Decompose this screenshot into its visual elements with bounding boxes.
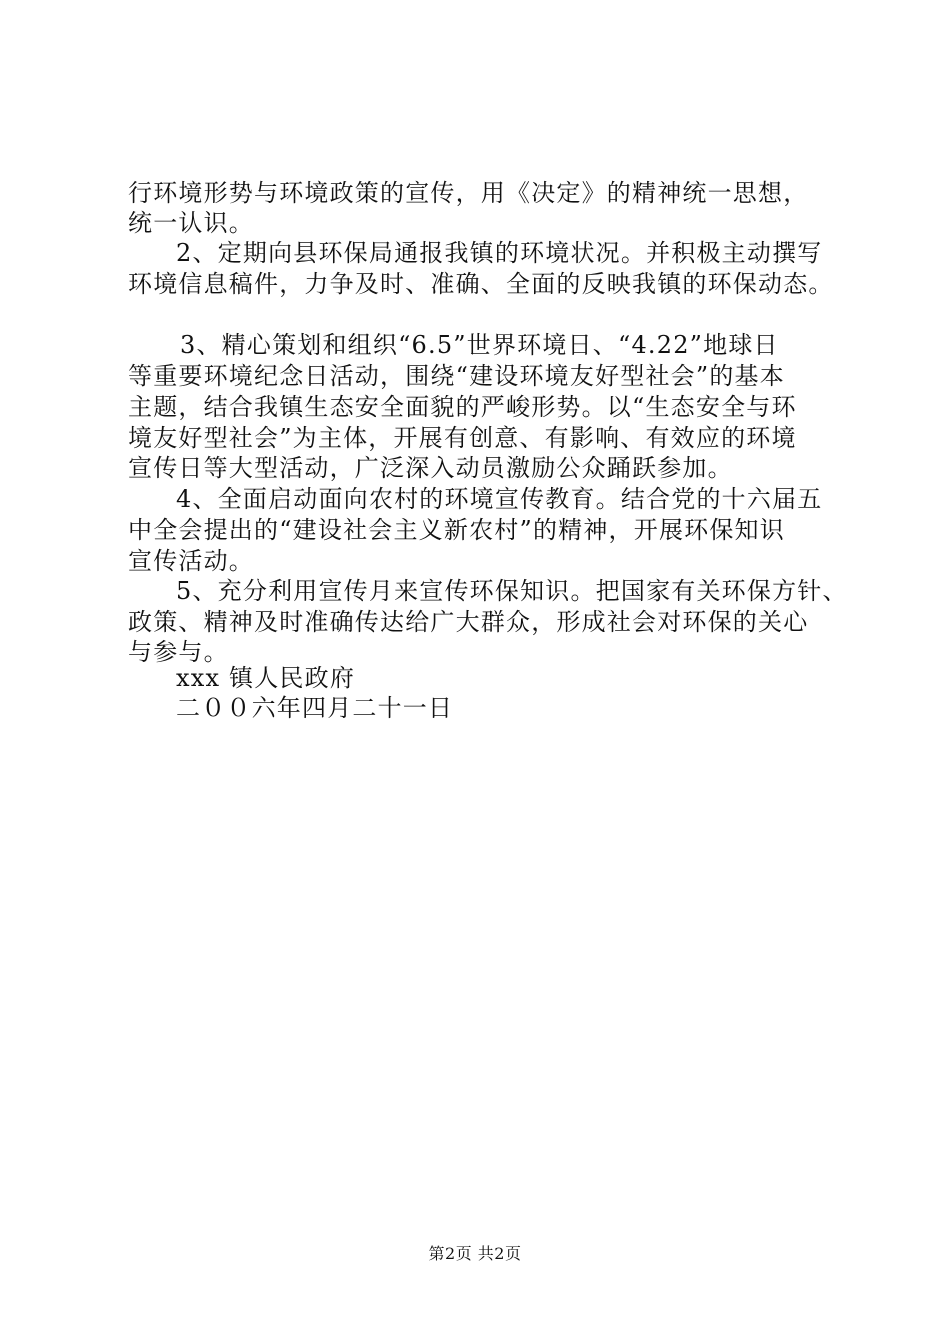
paragraph-3-line-1: 3、精心策划和组织“6.5”世界环境日、“4.22”地球日 bbox=[180, 331, 779, 359]
paragraph-3-line-2: 等重要环境纪念日活动，围绕“建设环境友好型社会”的基本 bbox=[128, 362, 785, 390]
signature-date: 二００六年四月二十一日 bbox=[176, 694, 454, 722]
paragraph-1-line-2: 统一认识。 bbox=[128, 209, 254, 237]
page-number-footer: 第2页 共2页 bbox=[428, 1244, 522, 1263]
paragraph-3-line-4: 境友好型社会”为主体，开展有创意、有影响、有效应的环境 bbox=[128, 424, 797, 452]
signature-organization: xxx 镇人民政府 bbox=[176, 664, 356, 692]
paragraph-4-line-2: 中全会提出的“建设社会主义新农村”的精神，开展环保知识 bbox=[128, 516, 785, 544]
paragraph-4-line-3: 宣传活动。 bbox=[128, 547, 254, 575]
paragraph-2-line-2: 环境信息稿件，力争及时、准确、全面的反映我镇的环保动态。 bbox=[128, 270, 834, 298]
paragraph-2-line-1: 2、定期向县环保局通报我镇的环境状况。并积极主动撰写 bbox=[176, 239, 823, 267]
paragraph-5-line-1: 5、充分利用宣传月来宣传环保知识。把国家有关环保方针、 bbox=[176, 577, 848, 605]
paragraph-3-line-3: 主题，结合我镇生态安全面貌的严峻形势。以“生态安全与环 bbox=[128, 393, 797, 421]
paragraph-4-line-1: 4、全面启动面向农村的环境宣传教育。结合党的十六届五 bbox=[176, 485, 823, 513]
paragraph-5-line-3: 与参与。 bbox=[128, 638, 229, 666]
paragraph-5-line-2: 政策、精神及时准确传达给广大群众，形成社会对环保的关心 bbox=[128, 608, 809, 636]
paragraph-1-line-1: 行环境形势与环境政策的宣传，用《决定》的精神统一思想， bbox=[128, 179, 809, 207]
paragraph-3-line-5: 宣传日等大型活动，广泛深入动员激励公众踊跃参加。 bbox=[128, 454, 733, 482]
